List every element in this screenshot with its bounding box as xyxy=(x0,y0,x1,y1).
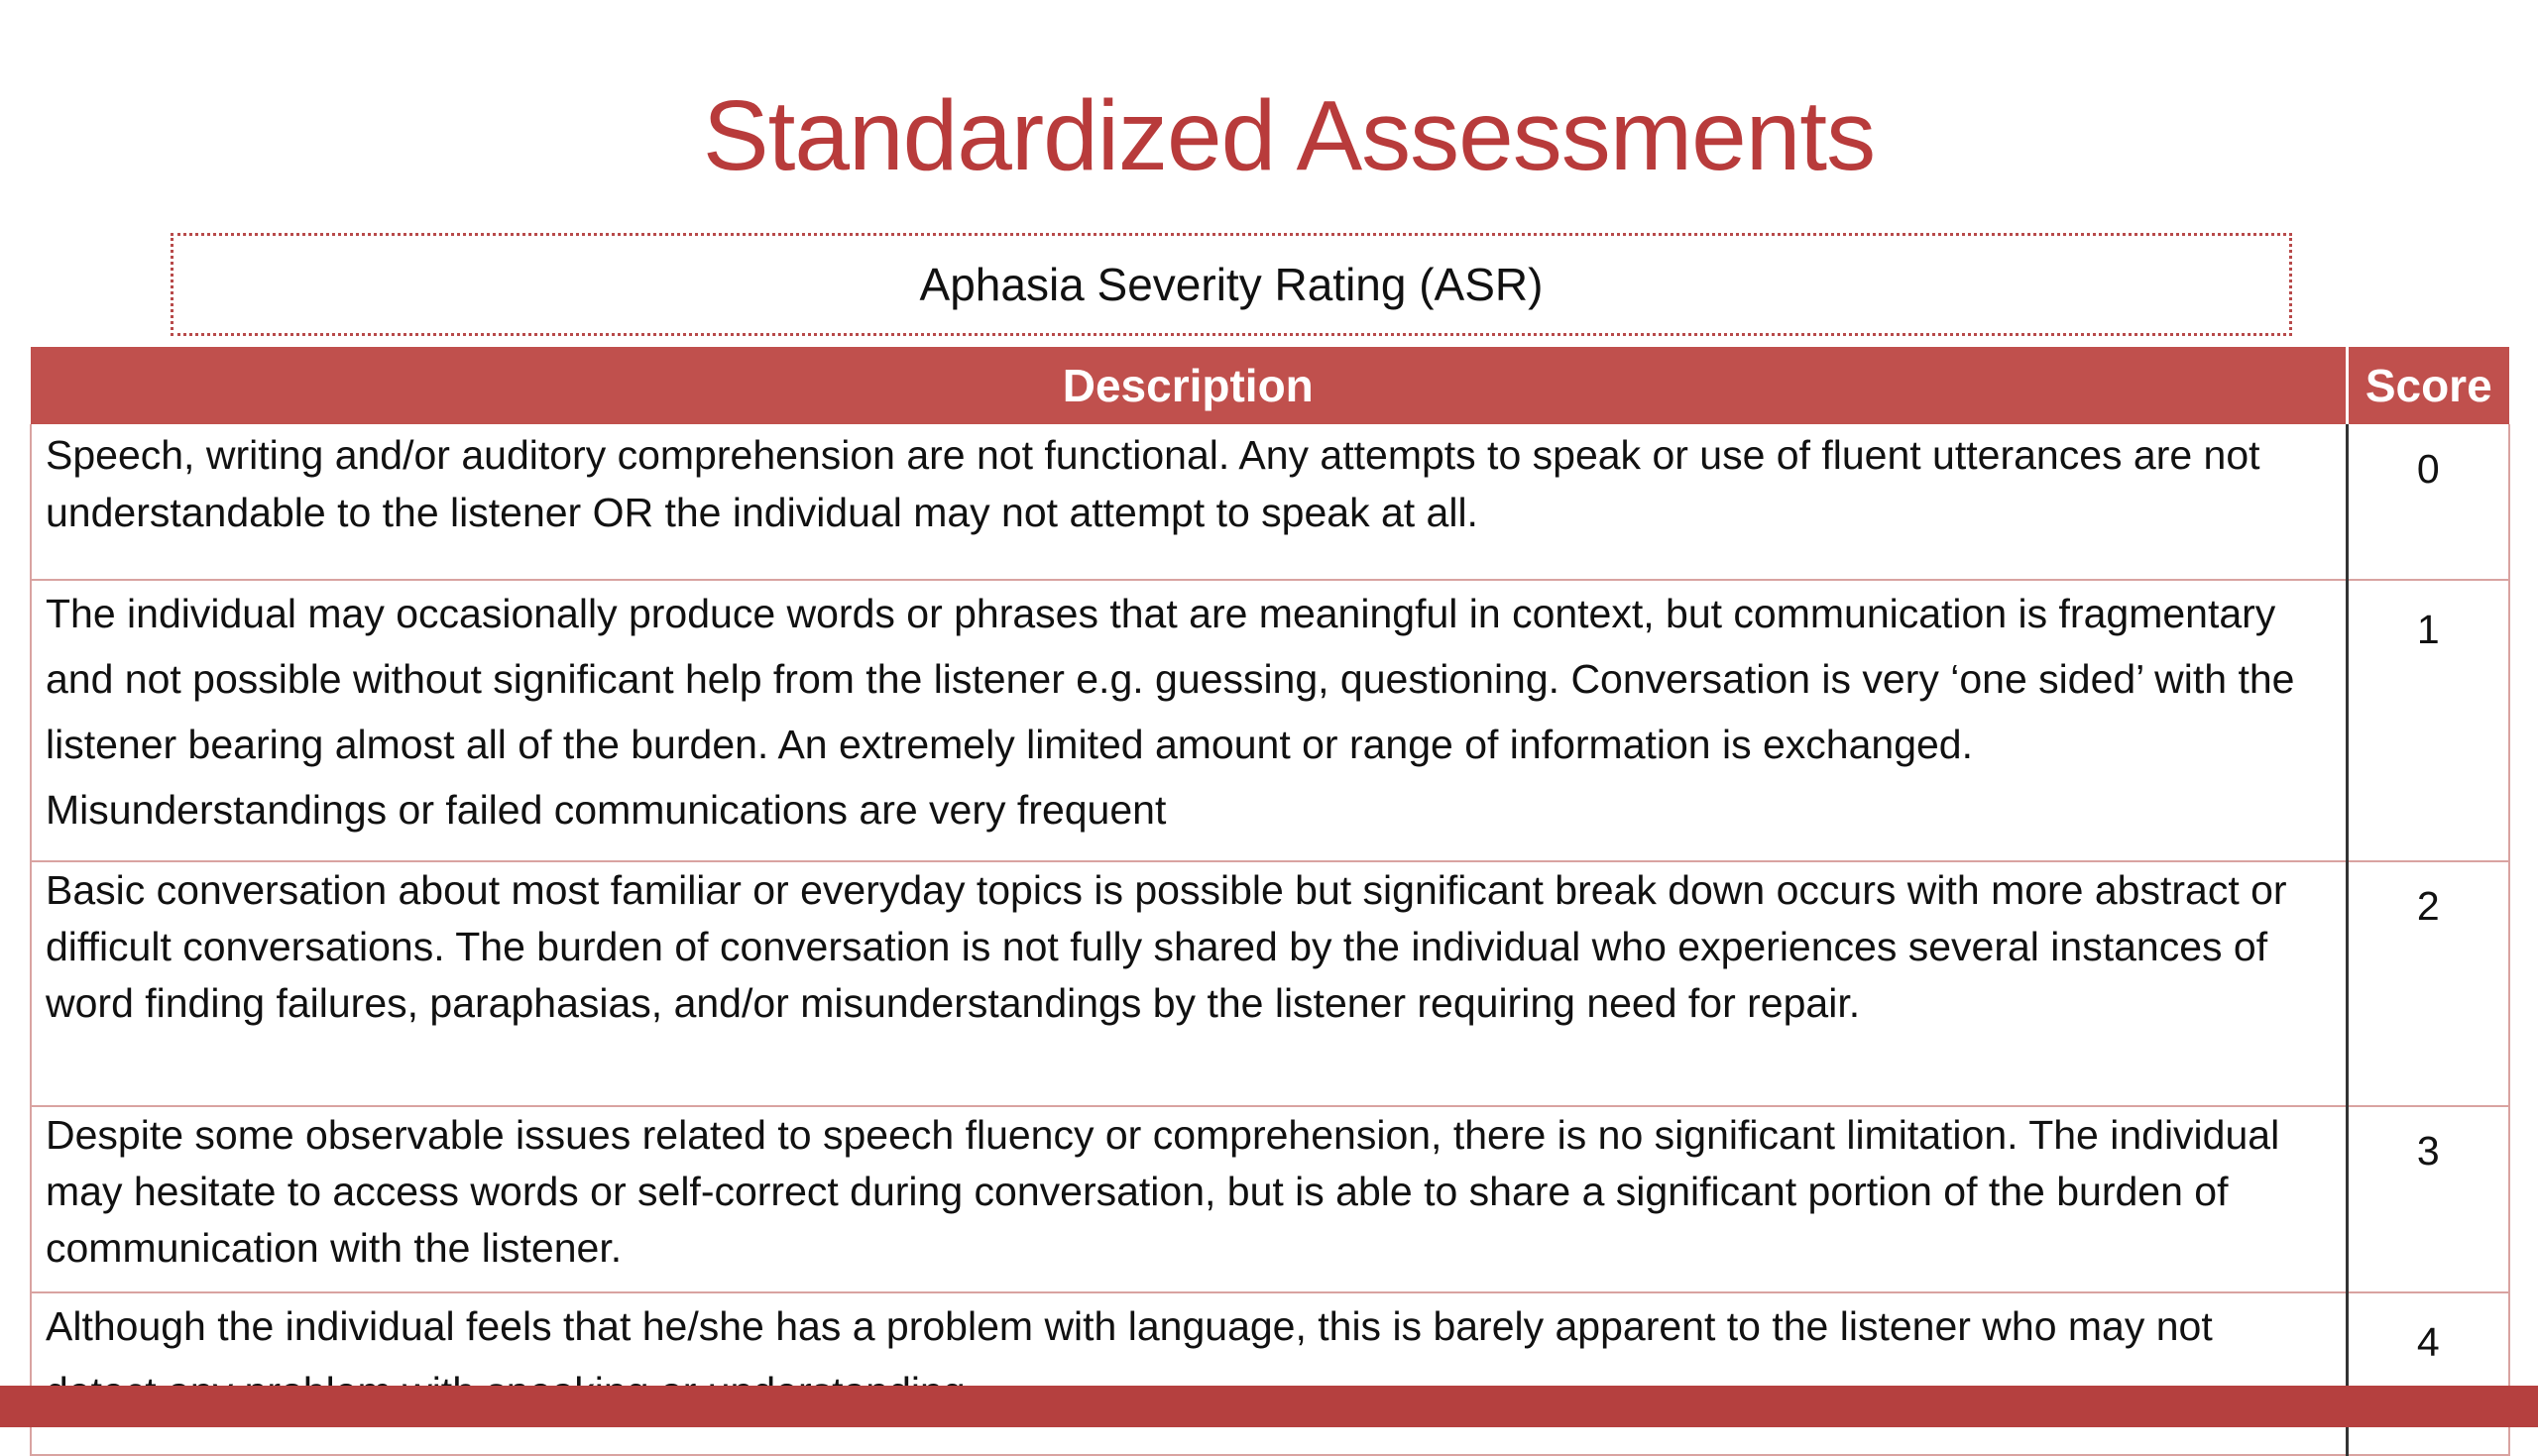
row-description: Basic conversation about most familiar or everyday topics is possible but significant break down occurs with more abstract or difficult conversations. The burden of conversation is not fully shared by the individual who experiences several instances of word finding failures, paraphasias, and/or misunderstandings by the listener requiring need for repair. xyxy=(31,861,2347,1106)
severity-rating-table xyxy=(30,347,2510,1456)
table-row xyxy=(31,424,2509,580)
assessment-name-box xyxy=(171,233,2292,336)
row-score: 0 xyxy=(2347,424,2509,580)
assessment-name: Aphasia Severity Rating (ASR) xyxy=(919,259,1544,310)
slide-title: Standardized Assessments xyxy=(702,80,1876,191)
score-column-header: Score xyxy=(2347,347,2509,424)
row-description: Despite some observable issues related to speech fluency or comprehension, there is no significant limitation. The individual may hesitate to access words or self-correct during conversation, but is able to share a significant portion of the burden of communication with the listener. xyxy=(31,1106,2347,1292)
row-score: 3 xyxy=(2347,1106,2509,1292)
row-description: Speech, writing and/or auditory comprehension are not functional. Any attempts to speak or use of fluent utterances are not understandable to the listener OR the individual may not attempt to speak at all. xyxy=(31,424,2347,580)
row-score: 2 xyxy=(2347,861,2509,1106)
description-column-header: Description xyxy=(31,347,2347,424)
table-row xyxy=(31,1106,2509,1292)
row-description: Although the individual feels that he/she has a problem with language, this is barely apparent to the listener who may not xyxy=(31,1292,2347,1455)
table-row xyxy=(31,1292,2509,1455)
footer-bar xyxy=(0,1386,2538,1427)
row-score: 4 xyxy=(2347,1292,2509,1455)
table-row xyxy=(31,861,2509,1106)
row-score: 1 xyxy=(2347,580,2509,861)
row-description: The individual may occasionally produce words or phrases that are meaningful in context, but communication is fragmentary and not possible without significant help from the listener e.g. guessing, questioning. Conversation is very ‘one sided’ with the listener bearing almost all of the burden. An extremely limited amount or range of information is exchanged. Misunderstandings or failed communications are very frequent xyxy=(31,580,2347,861)
table-header-row xyxy=(31,347,2509,424)
table-row xyxy=(31,580,2509,861)
